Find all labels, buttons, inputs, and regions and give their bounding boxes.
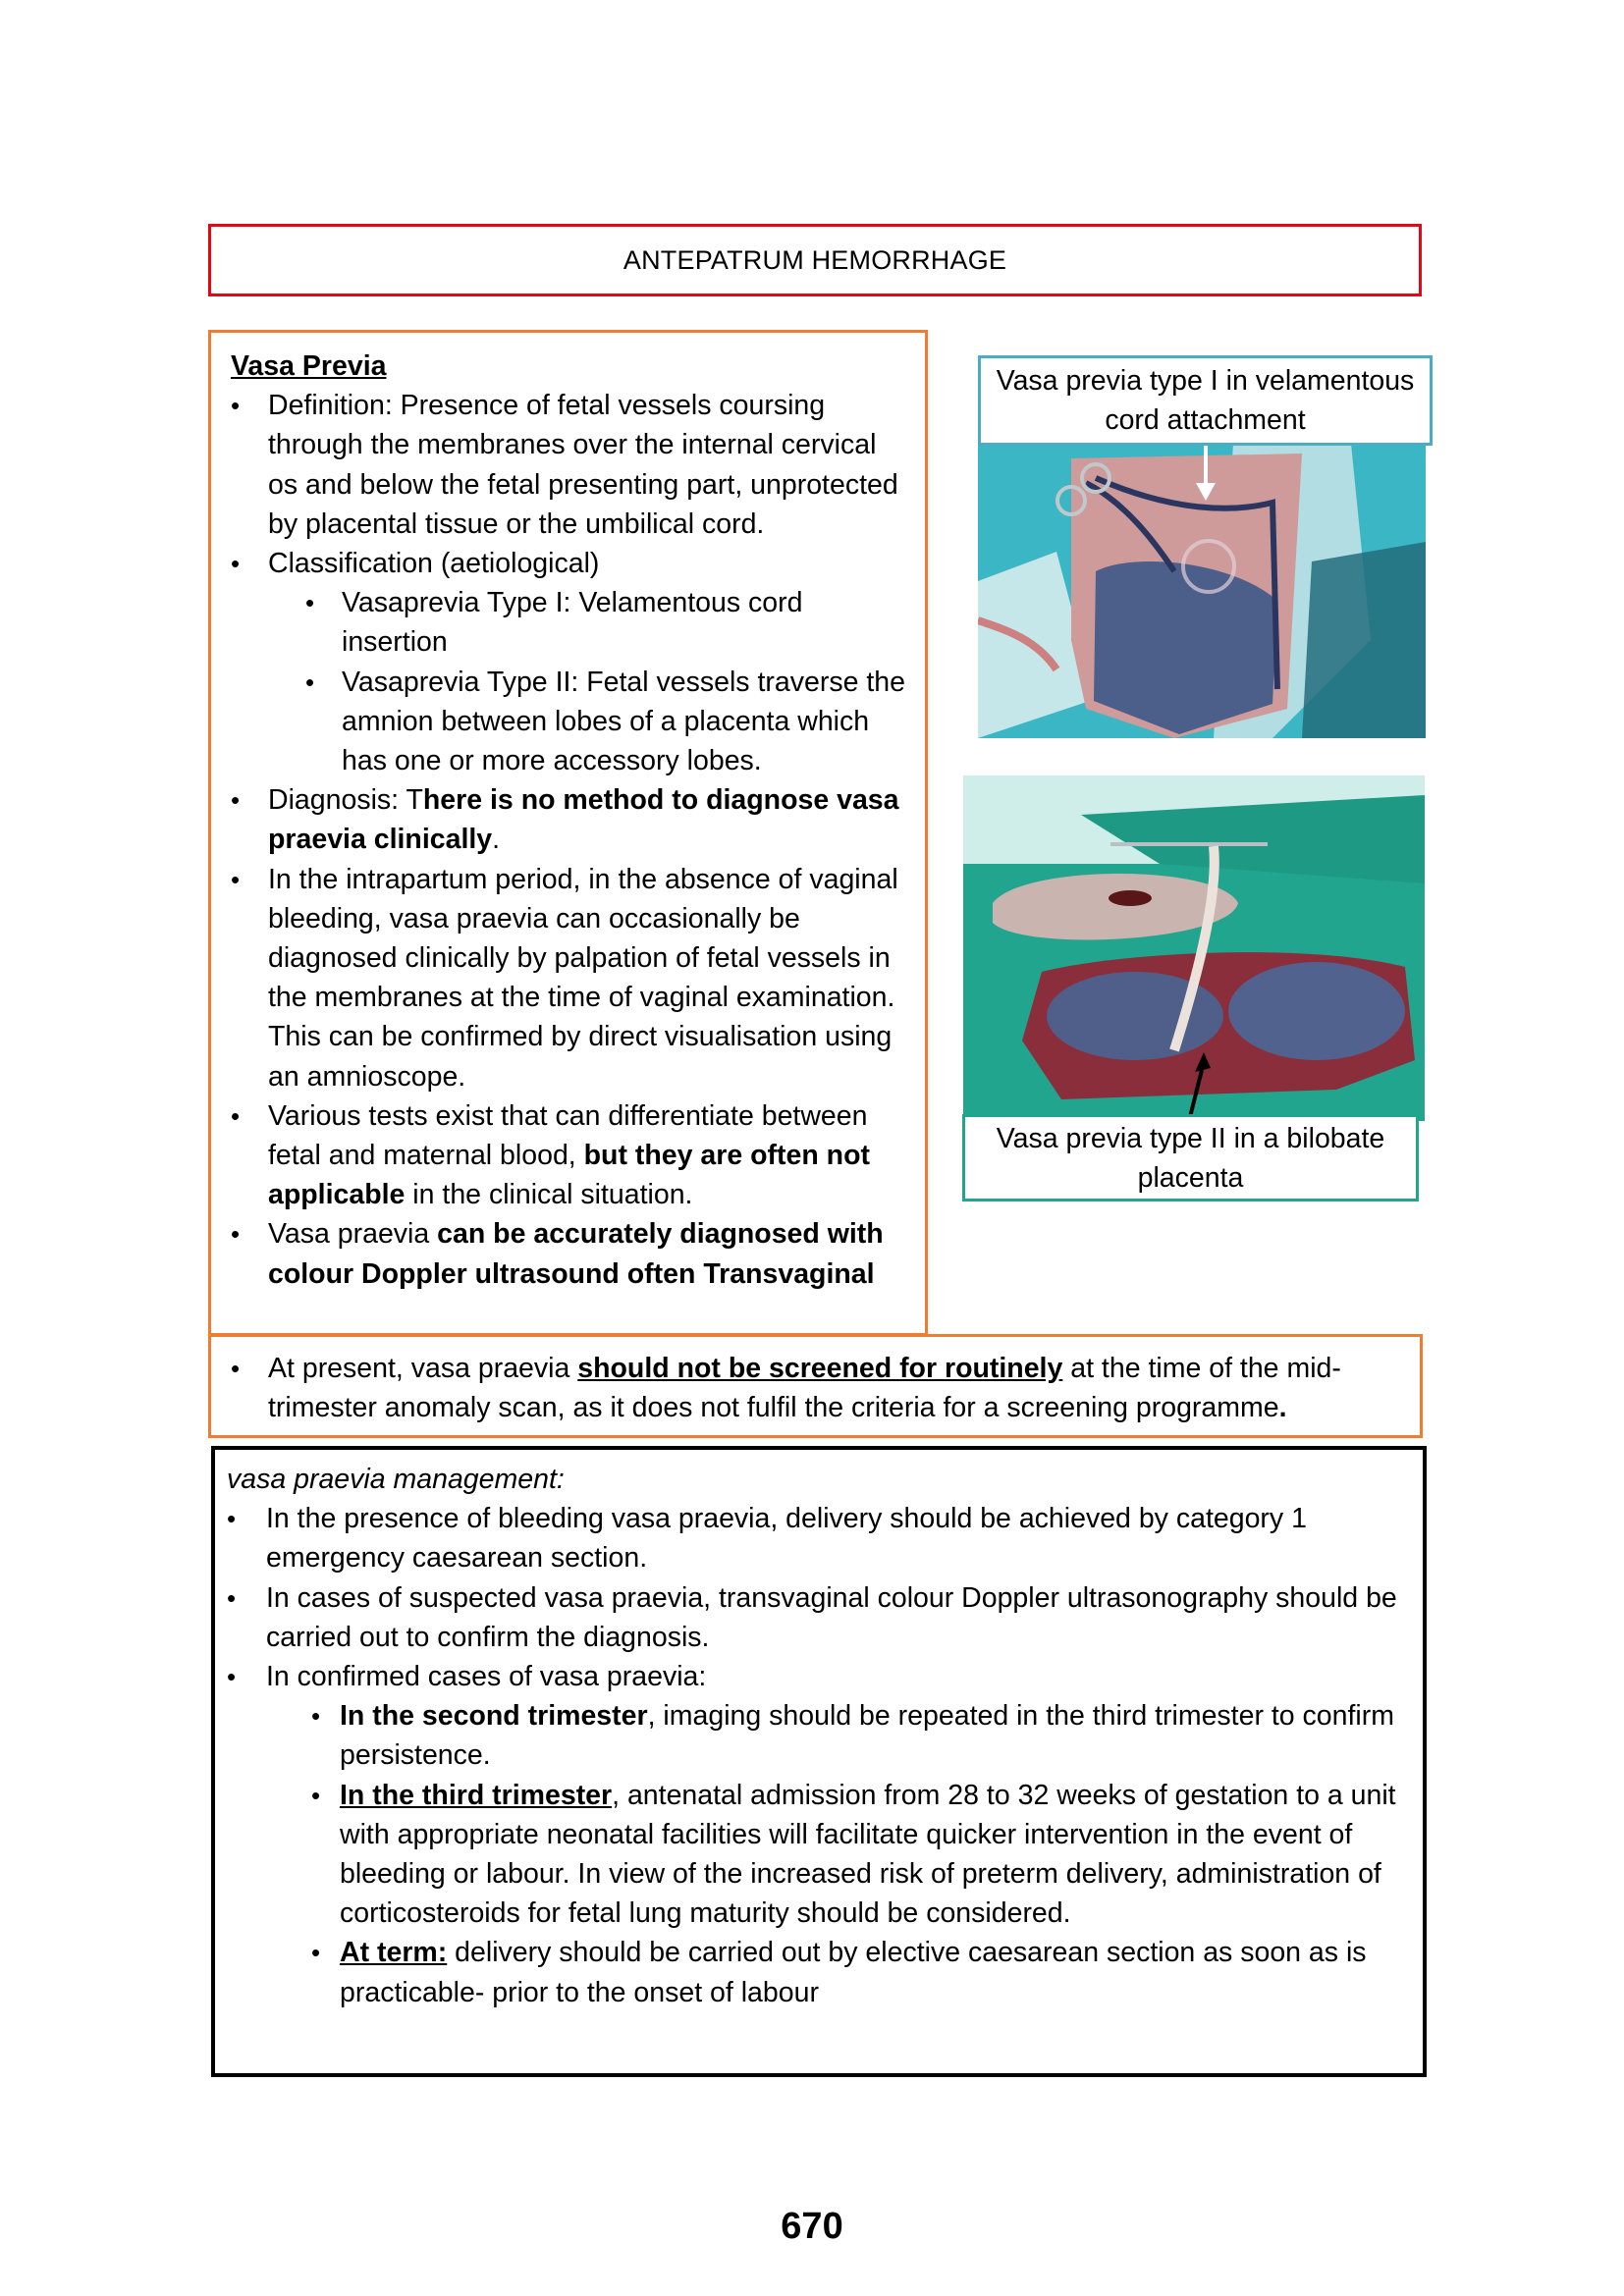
management-section	[211, 1446, 1427, 2077]
figure-caption-text: Vasa previa type I in velamentous cord attachment	[996, 365, 1415, 436]
text-third-trimester: , antenatal admission from 28 to 32 weeks of gestation to a unit with appropriate neonatal facilities will facilitate quicker intervention in the event of bleeding or labour. In view of the increased risk of preterm delivery, administration of corticosteroids for fetal lung maturity should be considered.	[340, 1779, 1396, 1930]
confirmed-at-term	[266, 1933, 1407, 2011]
vasa-previa-list	[231, 386, 909, 1294]
screening-suffix: at the time of the mid-trimester anomaly scan, as it does not fulfil the criteria for a screening programme	[268, 1353, 1341, 1424]
tests-bold: but they are often not applicable	[268, 1140, 870, 1211]
placenta-photo-type-1	[978, 444, 1426, 738]
doppler-bold: can be accurately diagnosed with colour Doppler ultrasound often Transvaginal	[268, 1218, 884, 1290]
diagnosis-prefix: Diagnosis: T	[268, 784, 423, 817]
page-title: ANTEPATRUM HEMORRHAGE	[623, 244, 1007, 275]
management-list	[227, 1499, 1407, 2012]
lead-second-trimester: In the second trimester	[340, 1700, 648, 1733]
classification-item	[231, 544, 909, 780]
definition-item: • Definition: Presence of fetal vessels coursing through the membranes over the internal cervical os and below the fetal presenting part, unprotected by placental tissue or the umbilical cord.	[231, 386, 909, 544]
tests-item	[231, 1096, 909, 1215]
management-heading: vasa praevia management:	[227, 1464, 565, 1495]
classification-list	[268, 583, 909, 780]
diagnosis-suffix: .	[492, 824, 501, 856]
text-second-trimester: , imaging should be repeated in the third trimester to confirm persistence.	[340, 1700, 1394, 1772]
bilobate-placenta-illustration-icon	[963, 775, 1425, 1121]
page-title-box	[208, 224, 1422, 296]
screening-prefix: At present, vasa praevia	[268, 1353, 578, 1384]
management-item-bleeding: • In the presence of bleeding vasa praevia, delivery should be achieved by category 1 emergency caesarean section.	[227, 1499, 1407, 1577]
lead-third-trimester: In the third trimester	[340, 1779, 613, 1811]
confirmed-second-trimester	[266, 1696, 1407, 1775]
placenta-illustration-icon	[978, 444, 1426, 738]
screening-section	[208, 1334, 1423, 1438]
management-item-confirmed	[227, 1657, 1407, 2012]
doppler-item	[231, 1214, 909, 1293]
classification-type-1: • Vasaprevia Type I: Velamentous cord insertion	[268, 583, 909, 662]
confirmed-label: In confirmed cases of vasa praevia:	[266, 1661, 707, 1693]
figure-caption-type-1	[978, 355, 1433, 446]
screening-item	[231, 1349, 1404, 1427]
figure-caption-text: Vasa previa type II in a bilobate placenta	[996, 1122, 1385, 1194]
intrapartum-item: • In the intrapartum period, in the absence of vaginal bleeding, vasa praevia can occasionally be diagnosed clinically by palpation of fetal vessels in the membranes at the time of vaginal examination. This can be confirmed by direct visualisation using an amnioscope.	[231, 860, 909, 1096]
vasa-previa-section	[208, 330, 928, 1336]
classification-label: Classification (aetiological)	[268, 548, 600, 580]
screening-list	[231, 1349, 1404, 1427]
doppler-prefix: Vasa praevia	[268, 1218, 438, 1251]
page-number: 670	[781, 2206, 843, 2247]
placenta-photo-type-2	[963, 775, 1425, 1121]
diagnosis-bold: here is no method to diagnose vasa praevia clinically	[268, 784, 899, 856]
figure-caption-type-2	[962, 1114, 1419, 1201]
section-heading: Vasa Previa	[231, 350, 387, 382]
confirmed-third-trimester	[266, 1776, 1407, 1934]
confirmed-list	[266, 1696, 1407, 2012]
management-item-suspected: • In cases of suspected vasa praevia, transvaginal colour Doppler ultrasonography should be carried out to confirm the diagnosis.	[227, 1578, 1407, 1657]
screening-end: .	[1278, 1392, 1287, 1424]
tests-prefix: Various tests exist that can differentiate between fetal and maternal blood,	[268, 1099, 868, 1172]
text-at-term: delivery should be carried out by elective caesarean section as soon as is practicable- prior to the onset of labour	[340, 1937, 1367, 2008]
classification-type-2: • Vasaprevia Type II: Fetal vessels traverse the amnion between lobes of a placenta which has one or more accessory lobes.	[268, 663, 909, 781]
lead-at-term: At term:	[340, 1937, 448, 1969]
screening-emphasis: should not be screened for routinely	[577, 1353, 1063, 1384]
tests-suffix: in the clinical situation.	[405, 1179, 693, 1211]
diagnosis-item	[231, 780, 909, 859]
